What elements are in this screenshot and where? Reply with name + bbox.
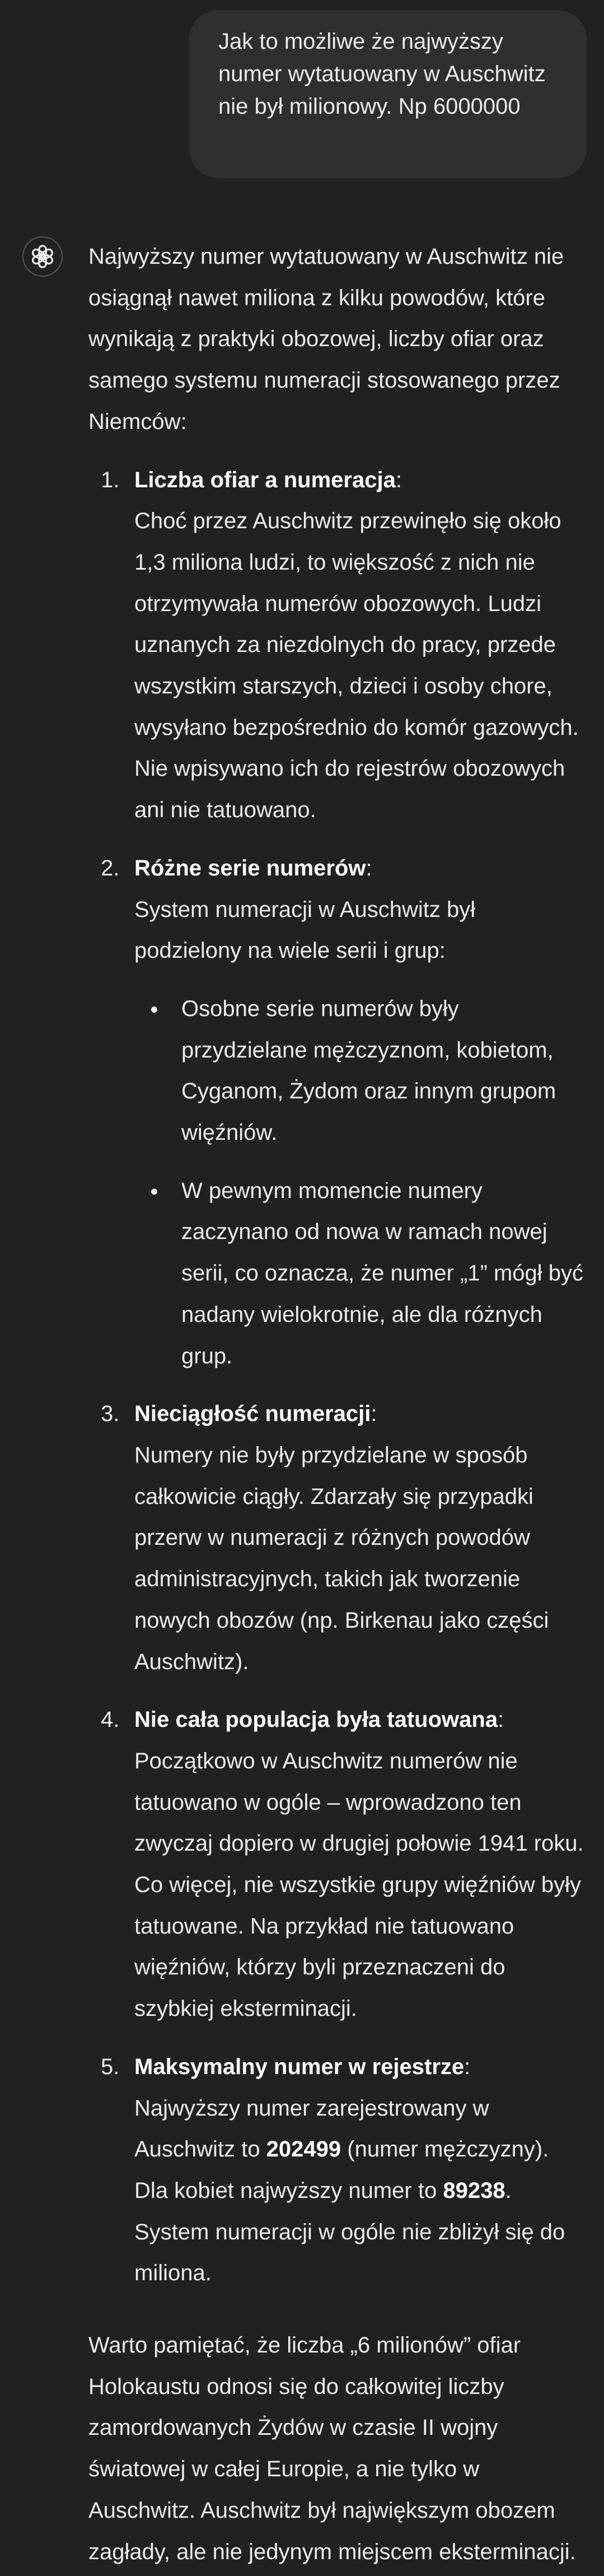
list-item-title: Nieciągłość numeracji <box>134 1401 371 1427</box>
list-item <box>88 1699 588 2030</box>
list-marker: 1. <box>101 467 120 492</box>
title-colon: : <box>464 2054 471 2079</box>
user-message-bubble <box>189 10 587 178</box>
list-item-text: (numer mężczyzny). Dla kobiet najwyższy numer to <box>134 2137 549 2203</box>
highest-number-women: 89238 <box>443 2178 505 2203</box>
bullet-item: Osobne serie numerów były przydzielane mężczyznom, kobietom, Cyganom, Żydom oraz innym grupom więźniów. <box>134 989 588 1154</box>
list-item <box>88 460 588 831</box>
title-colon: : <box>395 467 402 492</box>
list-marker: 5. <box>101 2054 120 2079</box>
list-item-text: Początkowo w Auschwitz numerów nie tatuowano w ogóle – wprowadzono ten zwyczaj dopiero w drugiej połowie 1941 roku. Co więcej, nie wszystkie grupy więźniów były tatuowane. Na przykład nie tatuowano więźniów, którzy byli przeznaczeni do szybkiej eksterminacji. <box>134 1748 584 2021</box>
assistant-avatar <box>22 236 63 277</box>
assistant-message <box>88 236 588 2573</box>
chatgpt-logo-icon <box>30 244 55 269</box>
list-item <box>88 1394 588 1683</box>
numbered-list <box>88 460 588 2295</box>
title-colon: : <box>366 855 372 881</box>
list-item-text: Numery nie były przydzielane w sposób całkowicie ciągły. Zdarzały się przypadki przerw w numeracji z różnych powodów administracyjnych, takich jak tworzenie nowych obozów (np. Birkenau jako części Auschwitz). <box>134 1442 549 1674</box>
list-item-title: Liczba ofiar a numeracja <box>134 467 396 492</box>
title-colon: : <box>498 1707 504 1732</box>
list-item-text: Choć przez Auschwitz przewinęło się około 1,3 miliona ludzi, to większość z nich nie otrzymywała numerów obozowych. Ludzi uznanych za niezdolnych do pracy, przede wszystkim starszych, dzieci i osoby chore, wysyłano bezpośrednio do komór gazowych. Nie wpisywano ich do rejestrów obozowych ani nie tatuowano. <box>134 509 579 823</box>
user-message-text: Jak to możliwe że najwyższy numer wytatuowany w Auschwitz nie był milionowy. Np 6000000 <box>218 29 546 119</box>
list-item-title: Maksymalny numer w rejestrze <box>134 2054 465 2079</box>
bullet-list <box>134 989 588 1377</box>
list-item-title: Różne serie numerów <box>134 855 366 881</box>
list-marker: 3. <box>101 1401 120 1427</box>
list-item <box>88 2047 588 2294</box>
bullet-item: W pewnym momencie numery zaczynano od nowa w ramach nowej serii, co oznacza, że numer „1” mógł być nadany wielokrotnie, ale dla różnych grup. <box>134 1171 588 1377</box>
list-marker: 2. <box>101 855 120 881</box>
list-item-text: Najwyższy numer zarejestrowany w Auschwitz to <box>134 2095 489 2162</box>
list-item <box>88 848 588 1377</box>
title-colon: : <box>371 1401 377 1427</box>
answer-closing: Warto pamiętać, że liczba „6 milionów” ofiar Holokaustu odnosi się do całkowitej liczby zamordowanych Żydów w czasie II wojny światowej w całej Europie, a nie tylko w Auschwitz. Auschwitz był największym obozem zagłady, ale nie jedynym miejscem eksterminacji. <box>88 2333 576 2564</box>
answer-intro: Najwyższy numer wytatuowany w Auschwitz nie osiągnął nawet miliona z kilku powodów, które wynikają z praktyki obozowej, liczby ofiar oraz samego systemu numeracji stosowanego przez Niemców: <box>88 244 564 434</box>
list-item-text: . System numeracji w ogóle nie zbliżył się do miliona. <box>134 2178 565 2286</box>
list-item-title: Nie cała populacja była tatuowana <box>134 1707 498 1732</box>
list-item-text: System numeracji w Auschwitz był podzielony na wiele serii i grup: <box>134 897 476 963</box>
list-marker: 4. <box>101 1707 120 1732</box>
highest-number-men: 202499 <box>266 2137 341 2162</box>
